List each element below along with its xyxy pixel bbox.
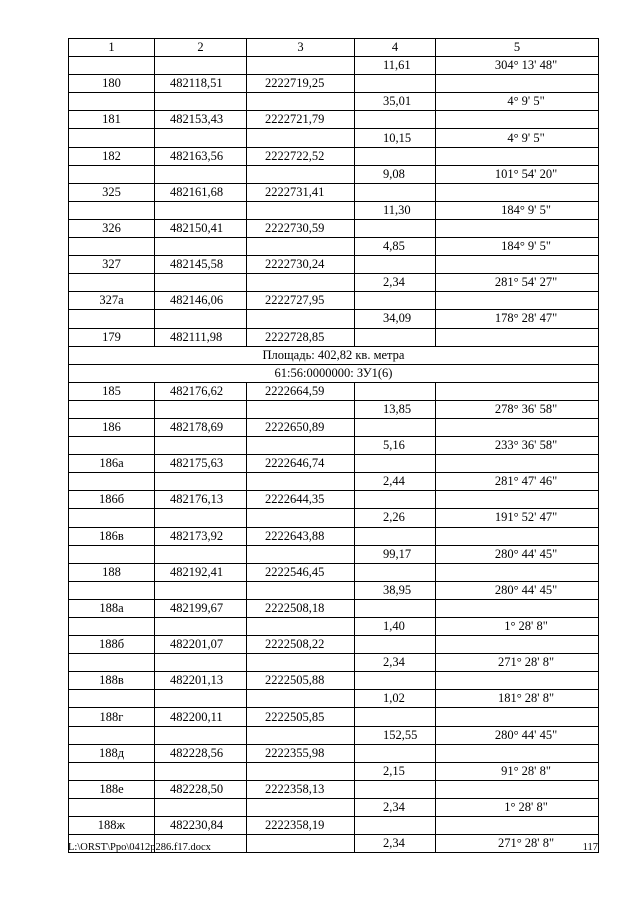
bearing-cell bbox=[436, 183, 599, 201]
coord-x-cell: 482145,58 bbox=[155, 256, 247, 274]
distance-cell bbox=[355, 636, 436, 654]
coord-y-cell bbox=[247, 310, 355, 328]
table-row bbox=[69, 147, 599, 165]
distance-cell bbox=[355, 744, 436, 762]
bearing-cell: 271° 28' 8" bbox=[436, 654, 599, 672]
distance-cell: 2,15 bbox=[355, 762, 436, 780]
bearing-cell: 1° 28' 8" bbox=[436, 618, 599, 636]
distance-cell: 13,85 bbox=[355, 400, 436, 418]
coord-y-cell: 2222730,24 bbox=[247, 256, 355, 274]
point-number-cell bbox=[69, 274, 155, 292]
coord-y-cell: 2222505,85 bbox=[247, 708, 355, 726]
coord-x-cell: 482230,84 bbox=[155, 817, 247, 835]
coord-x-cell: 482176,62 bbox=[155, 382, 247, 400]
coord-y-cell: 2222730,59 bbox=[247, 219, 355, 237]
bearing-cell bbox=[436, 599, 599, 617]
table-row bbox=[69, 111, 599, 129]
bearing-cell: 184° 9' 5" bbox=[436, 201, 599, 219]
bearing-cell: 280° 44' 45" bbox=[436, 581, 599, 599]
distance-cell: 2,34 bbox=[355, 835, 436, 853]
point-number-cell bbox=[69, 93, 155, 111]
point-number-cell bbox=[69, 654, 155, 672]
distance-cell bbox=[355, 256, 436, 274]
point-number-cell: 180 bbox=[69, 75, 155, 93]
distance-cell bbox=[355, 382, 436, 400]
point-number-cell: 186б bbox=[69, 491, 155, 509]
bearing-cell bbox=[436, 744, 599, 762]
point-number-cell bbox=[69, 129, 155, 147]
coord-y-cell: 2222644,35 bbox=[247, 491, 355, 509]
coord-y-cell bbox=[247, 762, 355, 780]
table-row bbox=[69, 744, 599, 762]
coord-x-cell: 482178,69 bbox=[155, 418, 247, 436]
distance-cell bbox=[355, 672, 436, 690]
coord-y-cell: 2222355,98 bbox=[247, 744, 355, 762]
coord-y-cell: 2222650,89 bbox=[247, 418, 355, 436]
point-number-cell bbox=[69, 437, 155, 455]
table-row bbox=[69, 292, 599, 310]
point-number-cell: 325 bbox=[69, 183, 155, 201]
table-row bbox=[69, 509, 599, 527]
distance-cell bbox=[355, 599, 436, 617]
distance-cell bbox=[355, 563, 436, 581]
point-number-cell: 179 bbox=[69, 328, 155, 346]
coord-x-cell bbox=[155, 509, 247, 527]
table-row bbox=[69, 93, 599, 111]
table-row bbox=[69, 183, 599, 201]
distance-cell: 34,09 bbox=[355, 310, 436, 328]
point-number-cell: 185 bbox=[69, 382, 155, 400]
bearing-cell bbox=[436, 563, 599, 581]
coord-y-cell: 2222721,79 bbox=[247, 111, 355, 129]
distance-cell bbox=[355, 147, 436, 165]
table-row bbox=[69, 654, 599, 672]
distance-cell: 35,01 bbox=[355, 93, 436, 111]
coord-x-cell bbox=[155, 57, 247, 75]
coord-x-cell bbox=[155, 310, 247, 328]
bearing-cell bbox=[436, 780, 599, 798]
distance-cell bbox=[355, 292, 436, 310]
distance-cell bbox=[355, 75, 436, 93]
coord-y-cell bbox=[247, 654, 355, 672]
bearing-cell bbox=[436, 256, 599, 274]
coord-y-cell bbox=[247, 274, 355, 292]
bearing-cell bbox=[436, 147, 599, 165]
coord-x-cell: 482175,63 bbox=[155, 455, 247, 473]
coord-y-cell bbox=[247, 581, 355, 599]
point-number-cell: 188б bbox=[69, 636, 155, 654]
point-number-cell bbox=[69, 545, 155, 563]
point-number-cell: 186 bbox=[69, 418, 155, 436]
coord-x-cell: 482111,98 bbox=[155, 328, 247, 346]
coord-y-cell: 2222546,45 bbox=[247, 563, 355, 581]
table-row bbox=[69, 726, 599, 744]
table-row bbox=[69, 219, 599, 237]
table-row bbox=[69, 817, 599, 835]
coord-x-cell bbox=[155, 437, 247, 455]
table-row bbox=[69, 201, 599, 219]
bearing-cell bbox=[436, 328, 599, 346]
header-col-1: 1 bbox=[69, 39, 155, 57]
point-number-cell bbox=[69, 238, 155, 256]
coord-x-cell: 482228,56 bbox=[155, 744, 247, 762]
footer-file-path: L:\ORST\Ppo\0412p286.f17.docx bbox=[68, 842, 211, 853]
coord-x-cell bbox=[155, 581, 247, 599]
coordinates-table bbox=[68, 38, 599, 853]
coord-x-cell bbox=[155, 690, 247, 708]
coord-y-cell: 2222728,85 bbox=[247, 328, 355, 346]
table-body bbox=[69, 57, 599, 853]
distance-cell bbox=[355, 817, 436, 835]
distance-cell: 1,40 bbox=[355, 618, 436, 636]
coord-y-cell bbox=[247, 57, 355, 75]
table-row bbox=[69, 256, 599, 274]
point-number-cell: 186в bbox=[69, 527, 155, 545]
coord-y-cell bbox=[247, 473, 355, 491]
distance-cell: 2,44 bbox=[355, 473, 436, 491]
coord-x-cell bbox=[155, 201, 247, 219]
distance-cell: 4,85 bbox=[355, 238, 436, 256]
point-number-cell: 188 bbox=[69, 563, 155, 581]
table-row bbox=[69, 708, 599, 726]
table-row bbox=[69, 563, 599, 581]
distance-cell bbox=[355, 491, 436, 509]
bearing-cell: 278° 36' 58" bbox=[436, 400, 599, 418]
point-number-cell: 188д bbox=[69, 744, 155, 762]
point-number-cell bbox=[69, 618, 155, 636]
coord-x-cell: 482200,11 bbox=[155, 708, 247, 726]
bearing-cell: 233° 36' 58" bbox=[436, 437, 599, 455]
table-row bbox=[69, 527, 599, 545]
coord-y-cell: 2222358,19 bbox=[247, 817, 355, 835]
bearing-cell: 1° 28' 8" bbox=[436, 798, 599, 816]
coord-x-cell: 482199,67 bbox=[155, 599, 247, 617]
distance-cell: 11,61 bbox=[355, 57, 436, 75]
table-row bbox=[69, 400, 599, 418]
bearing-cell bbox=[436, 75, 599, 93]
bearing-cell: 280° 44' 45" bbox=[436, 726, 599, 744]
bearing-cell: 280° 44' 45" bbox=[436, 545, 599, 563]
coord-y-cell bbox=[247, 400, 355, 418]
point-number-cell bbox=[69, 509, 155, 527]
coord-y-cell bbox=[247, 201, 355, 219]
table-section-row bbox=[69, 346, 599, 364]
distance-cell: 1,02 bbox=[355, 690, 436, 708]
point-number-cell bbox=[69, 400, 155, 418]
bearing-cell: 271° 28' 8" bbox=[436, 835, 599, 853]
header-col-2: 2 bbox=[155, 39, 247, 57]
section-caption: 61:56:0000000: ЗУ1(6) bbox=[69, 364, 599, 382]
table-row bbox=[69, 762, 599, 780]
coord-x-cell bbox=[155, 762, 247, 780]
table-row bbox=[69, 310, 599, 328]
bearing-cell: 91° 28' 8" bbox=[436, 762, 599, 780]
distance-cell: 11,30 bbox=[355, 201, 436, 219]
point-number-cell: 188ж bbox=[69, 817, 155, 835]
distance-cell bbox=[355, 780, 436, 798]
table-row bbox=[69, 618, 599, 636]
coord-y-cell bbox=[247, 93, 355, 111]
bearing-cell: 178° 28' 47" bbox=[436, 310, 599, 328]
distance-cell: 2,34 bbox=[355, 274, 436, 292]
table-row bbox=[69, 328, 599, 346]
point-number-cell bbox=[69, 726, 155, 744]
table-row bbox=[69, 780, 599, 798]
point-number-cell: 188а bbox=[69, 599, 155, 617]
coord-x-cell: 482173,92 bbox=[155, 527, 247, 545]
coord-y-cell: 2222727,95 bbox=[247, 292, 355, 310]
table-row bbox=[69, 473, 599, 491]
bearing-cell bbox=[436, 672, 599, 690]
coord-y-cell bbox=[247, 129, 355, 147]
table-row bbox=[69, 690, 599, 708]
bearing-cell bbox=[436, 382, 599, 400]
coord-y-cell bbox=[247, 437, 355, 455]
coord-x-cell bbox=[155, 129, 247, 147]
distance-cell bbox=[355, 111, 436, 129]
coord-x-cell: 482118,51 bbox=[155, 75, 247, 93]
table-row bbox=[69, 798, 599, 816]
coord-x-cell: 482192,41 bbox=[155, 563, 247, 581]
point-number-cell: 182 bbox=[69, 147, 155, 165]
distance-cell: 10,15 bbox=[355, 129, 436, 147]
distance-cell bbox=[355, 328, 436, 346]
coord-x-cell bbox=[155, 798, 247, 816]
distance-cell bbox=[355, 418, 436, 436]
table-row bbox=[69, 129, 599, 147]
coord-x-cell: 482146,06 bbox=[155, 292, 247, 310]
table-row bbox=[69, 581, 599, 599]
point-number-cell bbox=[69, 473, 155, 491]
table-row bbox=[69, 455, 599, 473]
bearing-cell bbox=[436, 527, 599, 545]
coord-x-cell bbox=[155, 93, 247, 111]
table-row bbox=[69, 491, 599, 509]
header-col-4: 4 bbox=[355, 39, 436, 57]
coord-x-cell: 482176,13 bbox=[155, 491, 247, 509]
point-number-cell: 186а bbox=[69, 455, 155, 473]
distance-cell bbox=[355, 219, 436, 237]
point-number-cell: 181 bbox=[69, 111, 155, 129]
distance-cell: 2,34 bbox=[355, 654, 436, 672]
distance-cell bbox=[355, 455, 436, 473]
coord-y-cell bbox=[247, 545, 355, 563]
point-number-cell bbox=[69, 310, 155, 328]
bearing-cell: 281° 47' 46" bbox=[436, 473, 599, 491]
distance-cell bbox=[355, 527, 436, 545]
coord-y-cell bbox=[247, 835, 355, 853]
coord-y-cell: 2222643,88 bbox=[247, 527, 355, 545]
table-row bbox=[69, 274, 599, 292]
coord-x-cell: 482201,13 bbox=[155, 672, 247, 690]
header-col-3: 3 bbox=[247, 39, 355, 57]
coord-x-cell: 482153,43 bbox=[155, 111, 247, 129]
table-row bbox=[69, 75, 599, 93]
point-number-cell bbox=[69, 201, 155, 219]
distance-cell: 99,17 bbox=[355, 545, 436, 563]
coord-y-cell bbox=[247, 165, 355, 183]
coord-y-cell: 2222646,74 bbox=[247, 455, 355, 473]
table-row bbox=[69, 238, 599, 256]
coord-x-cell bbox=[155, 473, 247, 491]
point-number-cell: 188е bbox=[69, 780, 155, 798]
point-number-cell bbox=[69, 762, 155, 780]
coord-x-cell bbox=[155, 545, 247, 563]
bearing-cell bbox=[436, 219, 599, 237]
coord-x-cell: 482161,68 bbox=[155, 183, 247, 201]
bearing-cell bbox=[436, 817, 599, 835]
coord-x-cell bbox=[155, 654, 247, 672]
bearing-cell: 304° 13' 48" bbox=[436, 57, 599, 75]
coord-x-cell bbox=[155, 238, 247, 256]
table-row bbox=[69, 672, 599, 690]
bearing-cell bbox=[436, 708, 599, 726]
distance-cell: 2,34 bbox=[355, 798, 436, 816]
coord-y-cell bbox=[247, 509, 355, 527]
point-number-cell bbox=[69, 798, 155, 816]
point-number-cell: 188г bbox=[69, 708, 155, 726]
distance-cell bbox=[355, 708, 436, 726]
coord-x-cell bbox=[155, 618, 247, 636]
point-number-cell bbox=[69, 57, 155, 75]
distance-cell: 38,95 bbox=[355, 581, 436, 599]
distance-cell: 5,16 bbox=[355, 437, 436, 455]
bearing-cell: 4° 9' 5" bbox=[436, 93, 599, 111]
table-row bbox=[69, 57, 599, 75]
distance-cell bbox=[355, 183, 436, 201]
coord-x-cell bbox=[155, 726, 247, 744]
distance-cell: 9,08 bbox=[355, 165, 436, 183]
point-number-cell: 326 bbox=[69, 219, 155, 237]
bearing-cell bbox=[436, 636, 599, 654]
table-row bbox=[69, 545, 599, 563]
distance-cell: 2,26 bbox=[355, 509, 436, 527]
coord-y-cell: 2222358,13 bbox=[247, 780, 355, 798]
point-number-cell: 327 bbox=[69, 256, 155, 274]
bearing-cell bbox=[436, 292, 599, 310]
coord-y-cell bbox=[247, 238, 355, 256]
coord-y-cell bbox=[247, 798, 355, 816]
table-section-row bbox=[69, 364, 599, 382]
coord-y-cell: 2222722,52 bbox=[247, 147, 355, 165]
footer-page-number: 117 bbox=[582, 842, 598, 853]
table-row bbox=[69, 599, 599, 617]
table-row bbox=[69, 382, 599, 400]
bearing-cell: 4° 9' 5" bbox=[436, 129, 599, 147]
bearing-cell: 281° 54' 27" bbox=[436, 274, 599, 292]
table-row bbox=[69, 418, 599, 436]
bearing-cell bbox=[436, 418, 599, 436]
coord-x-cell bbox=[155, 400, 247, 418]
point-number-cell bbox=[69, 165, 155, 183]
table-row bbox=[69, 636, 599, 654]
coord-x-cell bbox=[155, 165, 247, 183]
coord-y-cell bbox=[247, 618, 355, 636]
coord-y-cell: 2222664,59 bbox=[247, 382, 355, 400]
coord-y-cell: 2222719,25 bbox=[247, 75, 355, 93]
distance-cell: 152,55 bbox=[355, 726, 436, 744]
table-row bbox=[69, 165, 599, 183]
section-caption: Площадь: 402,82 кв. метра bbox=[69, 346, 599, 364]
coord-y-cell: 2222508,18 bbox=[247, 599, 355, 617]
coord-y-cell bbox=[247, 726, 355, 744]
coord-x-cell bbox=[155, 274, 247, 292]
bearing-cell: 184° 9' 5" bbox=[436, 238, 599, 256]
bearing-cell bbox=[436, 455, 599, 473]
coord-x-cell: 482201,07 bbox=[155, 636, 247, 654]
bearing-cell: 191° 52' 47" bbox=[436, 509, 599, 527]
point-number-cell: 188в bbox=[69, 672, 155, 690]
coord-y-cell: 2222505,88 bbox=[247, 672, 355, 690]
coord-y-cell: 2222508,22 bbox=[247, 636, 355, 654]
table-row bbox=[69, 437, 599, 455]
bearing-cell bbox=[436, 111, 599, 129]
bearing-cell: 101° 54' 20" bbox=[436, 165, 599, 183]
coord-x-cell: 482228,50 bbox=[155, 780, 247, 798]
bearing-cell: 181° 28' 8" bbox=[436, 690, 599, 708]
point-number-cell bbox=[69, 581, 155, 599]
coord-y-cell bbox=[247, 690, 355, 708]
coord-x-cell: 482163,56 bbox=[155, 147, 247, 165]
point-number-cell: 327а bbox=[69, 292, 155, 310]
header-col-5: 5 bbox=[436, 39, 599, 57]
bearing-cell bbox=[436, 491, 599, 509]
table-header-row bbox=[69, 39, 599, 57]
coord-x-cell: 482150,41 bbox=[155, 219, 247, 237]
point-number-cell bbox=[69, 690, 155, 708]
coord-y-cell: 2222731,41 bbox=[247, 183, 355, 201]
